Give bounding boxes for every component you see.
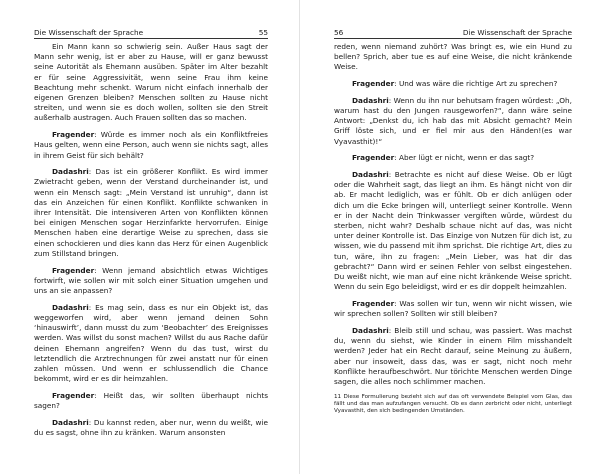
- paragraph: Dadashri: Es mag sein, dass es nur ein Objekt ist, das weggeworfen wird, aber wenn jemand deinen Sohn ‘hinauswirft’, dann musst du zum ‘Beobachter’ des Ereignisses werden. Was willst du sonst machen? Willst du aus Rache dafür deinen Ehemann angreifen? Wenn du das tust, wirst du letztendlich die Arztrechnungen für zwei anstatt nur für einen zahlen müssen. Und wenn er schlussendlich die Chance bekommt, wird er es dir heimzahlen.: [34, 302, 268, 384]
- paragraph: Dadashri: Bleib still und schau, was passiert. Was machst du, wenn du siehst, wie Kinder in einem Film misshandelt werden? Jeder hat ein Recht darauf, seine Meinung zu äußern, aber nur insoweit, dass das, was er sagt, nicht noch mehr Konflikte heraufbeschwört. Nur törichte Menschen werden Dinge sagen, die alles noch schlimmer machen.: [334, 325, 572, 386]
- paragraph: Dadashri: Das ist ein größerer Konflikt. Es wird immer Zwietracht geben, wenn der Verstand durcheinander ist, und wenn ein Mensch sagt: „Mein Verstand ist unruhig“, dann ist das ein Anzeichen für einen Konflikt. Konflikte schwanken in ihrer Intensität. Die intensiveren Arten von Konflikten können bei einigen Menschen sogar Herzinfarkte hervorrufen. Einige Menschen haben eine derartige Weise zu sprechen, dass sie einen schockieren und dies kann das Herz für einen Augenblick zum Stillstand bringen.: [34, 167, 268, 258]
- footnote: 11 Diese Formulierung bezieht sich auf das oft verwendete Beispiel vom Glas, das fällt und das man aufzufangen versucht. Ob es dann zerbricht oder nicht, unterliegt Vyavasthit, den sich bedingenden Umständen.: [334, 393, 572, 415]
- speaker-label: Dadashri: [52, 417, 89, 427]
- left-running-header: [34, 0, 268, 39]
- paragraph: Dadashri: Du kannst reden, aber nur, wenn du weißt, wie du es sagst, ohne ihn zu kränken. Warum ansonsten: [34, 417, 268, 437]
- paragraph: Dadashri: Betrachte es nicht auf diese Weise. Ob er lügt oder die Wahrheit sagt, das liegt an ihm. Es hängt nicht von dir ab. Er macht lediglich, was er fühlt. Ob er dich anlügen oder dich um die Ecke bringen will, unterliegt seiner Kontrolle. Wenn er in der Nacht dein Trinkwasser vergiften würde, würdest du sterben, nicht wahr? Deshalb schaue nicht auf das, was nicht unter deiner Kontrolle ist. Das Einzige von Nutzen für dich ist, zu wissen, wie du passend mit ihm sprichst. Die richtige Art, dies zu tun, wäre, ihn zu fragen: „Mein Lieber, was hat dir das gebracht?“ Dann wird er seinen Fehler von selbst eingestehen. Du weißt nicht, wie man auf eine nicht kränkende Weise spricht. Wenn du sein Ego beleidigst, wird er es dir doppelt heimzahlen.: [334, 170, 572, 292]
- left-body-text: [34, 42, 268, 438]
- right-running-header: [334, 0, 572, 39]
- speaker-label: Dadashri: [352, 95, 389, 105]
- paragraph: Dadashri: Wenn du ihn nur behutsam fragen würdest: „Oh, warum hast du den Jungen rausgeworfen?“, dann wäre seine Antwort: „Denkst du, ich hab das mit Absicht gemacht? Mein Griff löste sich, und er fiel mir aus den Händen!(es war Vyavasthit)!“: [334, 95, 572, 146]
- right-page-number: 56: [334, 28, 344, 37]
- paragraph: Fragender: Was sollen wir tun, wenn wir nicht wissen, wie wir sprechen sollen? Sollten wir still bleiben?: [334, 298, 572, 319]
- right-header-title: Die Wissenschaft der Sprache: [462, 28, 572, 37]
- left-header-title: Die Wissenschaft der Sprache: [34, 28, 144, 37]
- left-page-number: 55: [258, 28, 268, 37]
- paragraph: Fragender: Aber lügt er nicht, wenn er das sagt?: [352, 153, 535, 163]
- speaker-label: Dadashri: [52, 302, 89, 312]
- speaker-label: Fragender: [52, 390, 95, 400]
- right-body-text: [334, 42, 572, 416]
- speaker-label: Fragender: [52, 265, 95, 275]
- paragraph: Fragender: Heißt das, wir sollten überhaupt nichts sagen?: [34, 390, 268, 411]
- speaker-label: Fragender: [352, 298, 395, 308]
- speaker-label: Fragender: [352, 153, 395, 163]
- speaker-label: Dadashri: [52, 167, 89, 177]
- paragraph: Fragender: Würde es immer noch als ein Konfliktfreies Haus gelten, wenn eine Person, auch wenn sie nichts sagt, alles in ihrem Geist für sich behält?: [34, 130, 268, 160]
- paragraph: Fragender: Wenn jemand absichtlich etwas Wichtiges fortwirft, wie sollen wir mit solch einer Situation umgehen und uns an sie anpassen?: [34, 265, 268, 295]
- paragraph: Fragender: Und was wäre die richtige Art zu sprechen?: [352, 79, 558, 89]
- paragraph: Ein Mann kann so schwierig sein. Außer Haus sagt der Mann sehr wenig, ist er aber zu Hause, will er ganz bewusst seine Autorität als Ehemann ausüben. Später im Alter bezahlt er für seine Aggressivität, wenn seine Frau ihm keine Beachtung mehr schenkt. Warum nicht einfach innerhalb der eigenen Grenzen bleiben? Menschen sollten zu Hause nicht streiten, und wenn sie es doch wollen, sollten sie den Streit außerhalb austragen. Auch Frauen sollten das so machen.: [34, 42, 268, 123]
- paragraph: reden, wenn niemand zuhört? Was bringt es, wie ein Hund zu bellen? Sprich, aber tue es auf eine Weise, die nicht kränkende Weise.: [334, 42, 572, 72]
- right-page: [300, 0, 600, 474]
- speaker-label: Dadashri: [352, 170, 389, 180]
- speaker-label: Fragender: [352, 79, 395, 89]
- speaker-label: Fragender: [52, 130, 95, 140]
- speaker-label: Dadashri: [352, 325, 389, 335]
